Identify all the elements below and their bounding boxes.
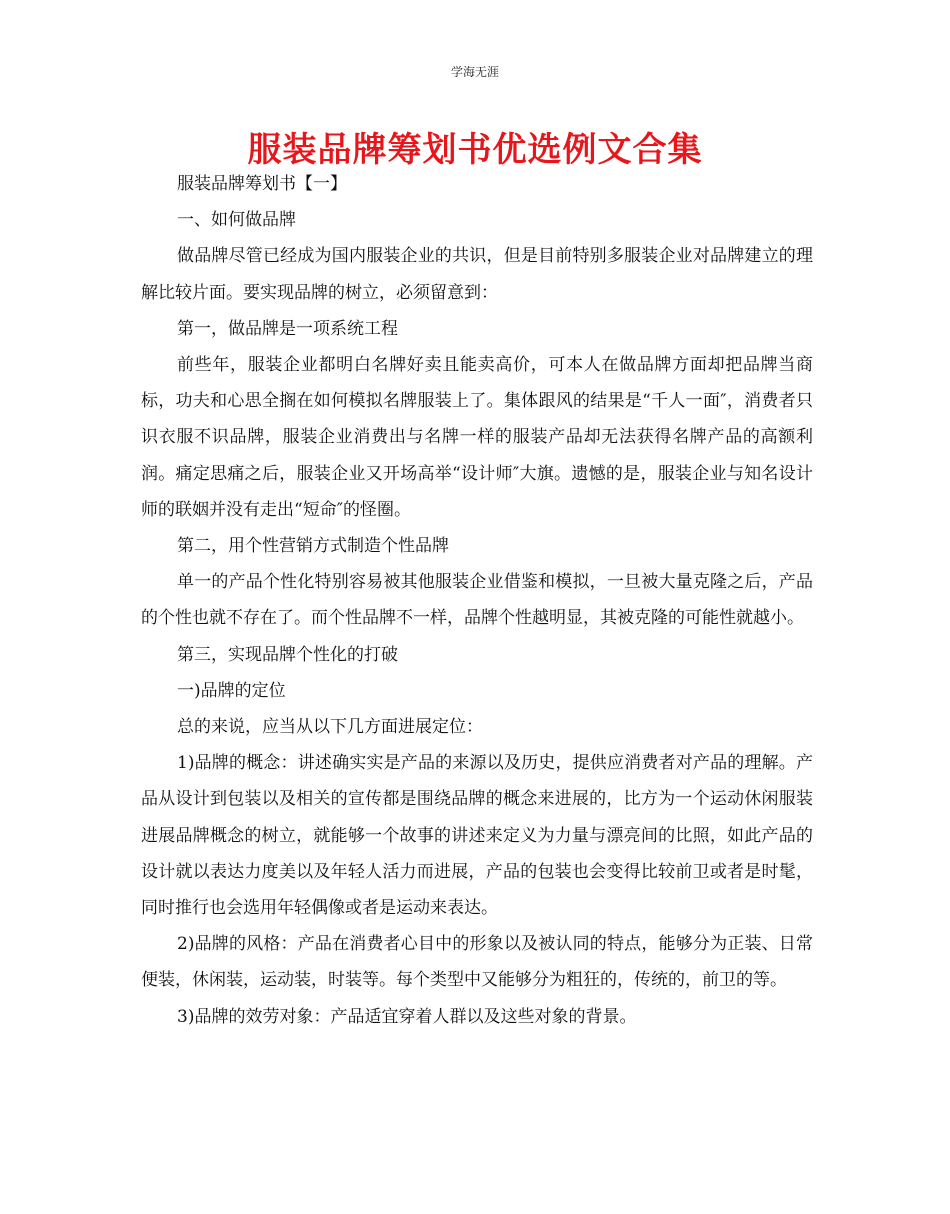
subheading: 第二，用个性营销方式制造个性品牌 — [177, 536, 449, 557]
list-item: 2)品牌的风格：产品在消费者心目中的形象以及被认同的特点，能够分为正装、日常便装，休闲装，运动装，时装等。每个类型中又能够分为粗狂的，传统的，前卫的等。 — [141, 934, 813, 991]
subheading: 第三，实现品牌个性化的打破 — [177, 644, 398, 665]
paragraph: 前些年，服装企业都明白名牌好卖且能卖高价，可本人在做品牌方面却把品牌当商标，功夫和心思全搁在如何模拟名牌服装上了。集体跟风的结果是“千人一面″，消费者只识衣服不识品牌，服装企业消费出与名牌一样的服装产品却无法获得名牌产品的高额利润。痛定思痛之后，服装企业又开场高举“设计师″大旗。遗憾的是，服装企业与知名设计师的联姻并没有走出“短命″的怪圈。 — [141, 355, 813, 520]
page-header: 学海无涯 — [450, 65, 499, 79]
paragraph: 总的来说，应当从以下几方面进展定位： — [177, 717, 483, 738]
document-body — [141, 166, 813, 1035]
subheading: 一、如何做品牌 — [177, 210, 296, 231]
document-title: 服装品牌筹划书优选例文合集 — [247, 130, 703, 170]
paragraph: 单一的产品个性化特别容易被其他服装企业借鉴和模拟，一旦被大量克隆之后，产品的个性也就不存在了。而个性品牌不一样，品牌个性越明显，其被克隆的可能性就越小。 — [141, 572, 813, 629]
paragraph: 做品牌尽管已经成为国内服装企业的共识，但是目前特别多服装企业对品牌建立的理解比较片面。要实现品牌的树立，必须留意到： — [141, 246, 813, 303]
subheading: 第一，做品牌是一项系统工程 — [177, 318, 398, 339]
list-item: 1)品牌的概念：讲述确实实是产品的来源以及历史，提供应消费者对产品的理解。产品从设计到包装以及相关的宣传都是围绕品牌的概念来进展的，比方为一个运动休闲服装进展品牌概念的树立，就能够一个故事的讲述来定义为力量与漂亮间的比照，如此产品的设计就以表达力度美以及年轻人活力而进展，产品的包装也会变得比较前卫或者是时髦，同时推行也会选用年轻偶像或者是运动来表达。 — [141, 753, 813, 919]
subheading: 一)品牌的定位 — [177, 680, 286, 701]
section-heading: 服装品牌筹划书【一】 — [177, 174, 347, 194]
list-item: 3)品牌的效劳对象：产品适宜穿着人群以及这些对象的背景。 — [177, 1006, 637, 1027]
